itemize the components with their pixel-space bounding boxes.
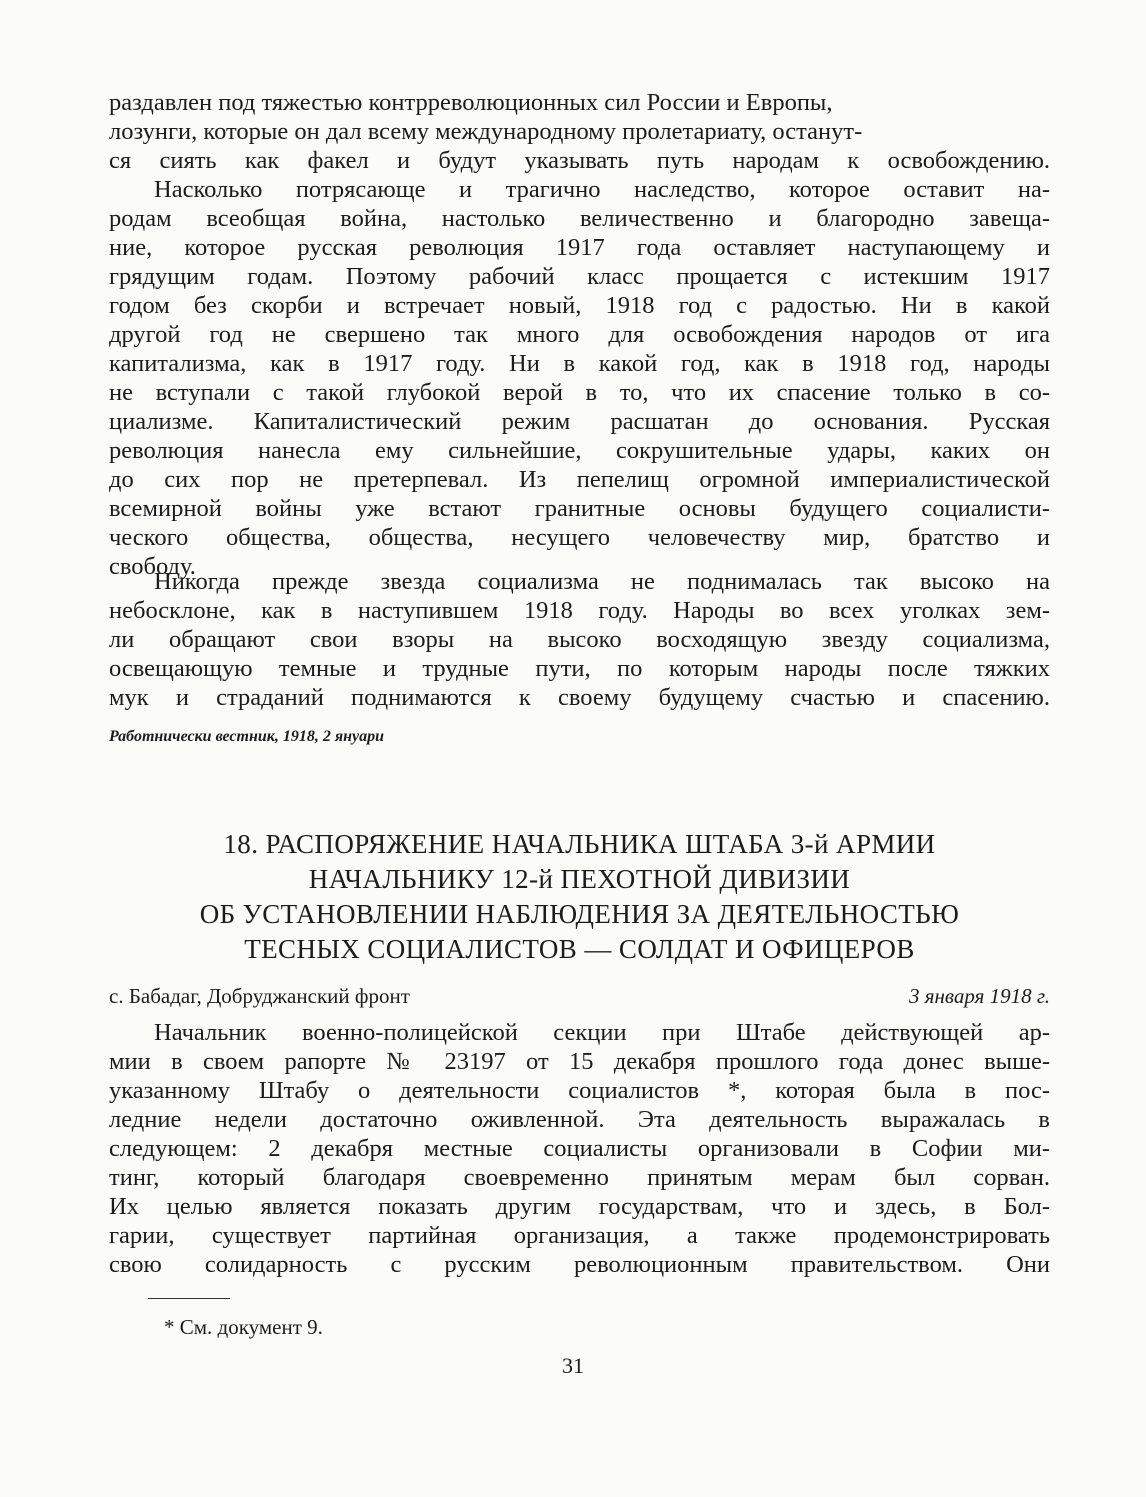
text-line: не вступали с такой глубокой верой в то, что их спасение только в со- — [109, 379, 1050, 406]
dateline-date: 3 января 1918 г. — [908, 984, 1050, 1008]
text-line: освещающую темные и трудные пути, по которым народы после тяжких — [109, 655, 1050, 682]
text-line: Насколько потрясающе и трагично наследство, которое оставит на- — [154, 176, 1050, 203]
title-line: ОБ УСТАНОВЛЕНИИ НАБЛЮДЕНИЯ ЗА ДЕЯТЕЛЬНОСТЬЮ — [199, 899, 960, 929]
text-line: циализме. Капиталистический режим расшатан до основания. Русская — [109, 408, 1050, 435]
text-line: свободу. — [109, 553, 196, 580]
text-line: ся сиять как факел и будут указывать путь народам к освобождению. — [109, 147, 1050, 174]
text-line: грядущим годам. Поэтому рабочий класс прощается с истекшим 1917 — [109, 263, 1050, 290]
text-line: указанному Штабу о деятельности социалистов *, которая была в пос- — [109, 1077, 1050, 1104]
text-line: мук и страданий поднимаются к своему будущему счастью и спасению. — [109, 684, 1050, 711]
text-line: ли обращают свои взоры на высоко восходящую звезду социализма, — [109, 626, 1050, 653]
text-line: другой год не свершено так много для освобождения народов от ига — [109, 321, 1050, 348]
text-line: гарии, существует партийная организация, а также продемонстрировать — [109, 1222, 1050, 1249]
title-line: 18. РАСПОРЯЖЕНИЕ НАЧАЛЬНИКА ШТАБА 3-й АРМИИ — [223, 829, 936, 859]
title-line: ТЕСНЫХ СОЦИАЛИСТОВ — СОЛДАТ И ОФИЦЕРОВ — [244, 934, 915, 964]
text-line: родам всеобщая война, настолько величественно и благородно завеща- — [109, 205, 1050, 232]
page-number: 31 — [562, 1353, 584, 1378]
text-line: лозунги, которые он дал всему международному пролетариату, останут- — [109, 118, 863, 145]
body-paragraph-2 — [109, 175, 1050, 581]
text-line: до сих пор не претерпевал. Из пепелищ огромной империалистической — [109, 466, 1050, 493]
continuation-paragraph — [109, 88, 1050, 175]
document-title — [109, 827, 1050, 967]
text-line: мии в своем рапорте № 23197 от 15 декабря прошлого года донес выше- — [109, 1048, 1050, 1075]
text-line: революция нанесла ему сильнейшие, сокрушительные удары, каких он — [109, 437, 1050, 464]
text-line: ледние недели достаточно оживленной. Эта деятельность выражалась в — [109, 1106, 1050, 1133]
text-line: капитализма, как в 1917 году. Ни в какой год, как в 1918 год, народы — [109, 350, 1050, 377]
footnote: * См. документ 9. — [164, 1315, 323, 1339]
dateline-place: с. Бабадаг, Добруджанский фронт — [109, 984, 410, 1008]
title-line: НАЧАЛЬНИКУ 12-й ПЕХОТНОЙ ДИВИЗИИ — [308, 864, 851, 894]
text-line: небосклоне, как в наступившем 1918 году. Народы во всех уголках зем- — [109, 597, 1050, 624]
source-citation: Работнически вестник, 1918, 2 януари — [109, 728, 384, 745]
text-line: Никогда прежде звезда социализма не поднималась так высоко на — [154, 568, 1050, 595]
text-line: следующем: 2 декабря местные социалисты организовали в Софии ми- — [109, 1135, 1050, 1162]
footnote-divider — [148, 1298, 230, 1299]
text-line: свою солидарность с русским революционным правительством. Они — [109, 1251, 1050, 1278]
text-line: ческого общества, общества, несущего человечеству мир, братство и — [109, 524, 1050, 551]
text-line: Их целью является показать другим государствам, что и здесь, в Бол- — [109, 1193, 1050, 1220]
text-line: раздавлен под тяжестью контрреволюционных сил России и Европы, — [109, 89, 833, 116]
text-line: всемирной войны уже встают гранитные основы будущего социалисти- — [109, 495, 1050, 522]
body-paragraph-4 — [109, 1018, 1050, 1279]
body-paragraph-3 — [109, 567, 1050, 712]
text-line: ние, которое русская революция 1917 года оставляет наступающему и — [109, 234, 1050, 261]
text-line: тинг, который благодаря своевременно принятым мерам был сорван. — [109, 1164, 1050, 1191]
text-line: годом без скорби и встречает новый, 1918 год с радостью. Ни в какой — [109, 292, 1050, 319]
text-line: Начальник военно-полицейской секции при Штабе действующей ар- — [154, 1019, 1050, 1046]
